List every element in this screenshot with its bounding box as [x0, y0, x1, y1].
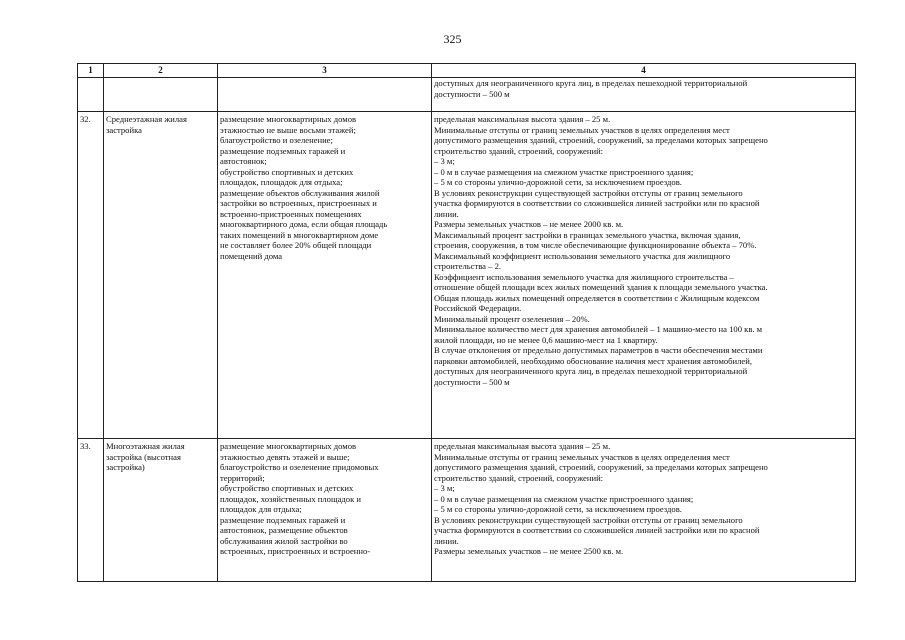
text-line: Многоэтажная жилая — [106, 441, 185, 451]
text-line: линии. — [434, 208, 459, 219]
text-line: встроенно-пристроенных помещениях — [220, 208, 362, 219]
land-use-name — [104, 439, 218, 582]
cont-col-1 — [78, 78, 104, 112]
text-line: доступных для неограниченного круга лиц, в пределах пешеходной территориальной — [434, 78, 748, 88]
text-line: – 5 м со стороны улично-дорожной сети, за исключением проездов. — [434, 504, 682, 514]
text-line: помещений дома — [220, 250, 283, 261]
text-line: многоквартирного дома, если общая площадь — [220, 219, 388, 229]
land-use-name — [104, 112, 218, 439]
text-line: Российской Федерации. — [434, 303, 522, 313]
text-line: благоустройство и озеленение придомовых — [220, 462, 379, 472]
text-line: предельная максимальная высота здания – 25 м. — [434, 114, 611, 124]
header-col-4: 4 — [432, 64, 856, 78]
text-line: Минимальный процент озеленения – 20%. — [434, 313, 590, 324]
text-line: Общая площадь жилых помещений определяется в соответствии с Жилищным кодексом — [434, 292, 760, 303]
text-line: площадок, хозяйственных площадок и — [220, 493, 361, 504]
text-line: автостоянок; — [220, 156, 267, 166]
text-line: Минимальное количество мест для хранения автомобилей – 1 машино-место на 100 кв. м — [434, 324, 763, 334]
text-line: жилой площади, но не менее 0,6 машино-мест на 1 квартиру. — [434, 334, 658, 345]
text-line: – 3 м; — [434, 483, 455, 493]
text-line: – 0 м в случае размещения на смежном участке пристроенного здания; — [434, 493, 694, 504]
cont-col-4 — [432, 78, 856, 112]
text-line: доступных для неограниченного круга лиц, в пределах пешеходной территориальной — [434, 366, 748, 376]
text-line: доступности – 500 м — [434, 88, 510, 99]
text-line: размещение многоквартирных домов — [220, 441, 357, 451]
text-line: площадок, площадок для отдыха; — [220, 177, 343, 187]
land-use-parameters — [432, 439, 856, 582]
text-line: участка формируются в соответствии со сложившейся линией застройки или по красной — [434, 198, 760, 208]
row-number: 32. — [78, 112, 104, 439]
text-line: размещение подземных гаражей и — [220, 514, 346, 525]
header-col-2: 2 — [104, 64, 218, 78]
text-line: В условиях реконструкции существующей застройки отступы от границ земельного — [434, 514, 743, 525]
text-line: – 5 м со стороны улично-дорожной сети, за исключением проездов. — [434, 177, 682, 187]
text-line: размещение подземных гаражей и — [220, 145, 346, 156]
text-line: отношение общей площади всех жилых помещений здания к площади земельного участка. — [434, 282, 768, 292]
text-line: Размеры земельных участков – не менее 2000 кв. м. — [434, 219, 624, 229]
text-line: строения, сооружения, в том числе обеспечивающие функционирование объекта – 70%. — [434, 240, 757, 250]
text-line: Минимальные отступы от границ земельных участков в целях определения мест — [434, 124, 730, 135]
text-line: размещение многоквартирных домов — [220, 114, 357, 124]
regulations-table — [77, 63, 856, 582]
header-col-3: 3 — [218, 64, 432, 78]
text-line: предельная максимальная высота здания – 25 м. — [434, 441, 611, 451]
text-line: доступности – 500 м — [434, 376, 510, 387]
land-use-parameters — [432, 112, 856, 439]
land-use-description — [218, 439, 432, 582]
text-line: обслуживания жилой застройки во — [220, 535, 348, 546]
text-line: участка формируются в соответствии со сложившейся линией застройки или по красной — [434, 525, 760, 535]
text-line: этажностью не выше восьми этажей; — [220, 124, 356, 135]
header-col-1: 1 — [78, 64, 104, 78]
text-line: В условиях реконструкции существующей застройки отступы от границ земельного — [434, 187, 743, 198]
cont-col-2 — [104, 78, 218, 112]
text-line: допустимого размещения зданий, строений, сооружений, за пределами которых запрещено — [434, 462, 768, 472]
text-line: территорий; — [220, 472, 265, 483]
text-line: этажностью девять этажей и выше; — [220, 451, 350, 462]
text-line: автостоянок, размещение объектов — [220, 525, 348, 535]
text-line: встроенных, пристроенных и встроенно- — [220, 546, 371, 556]
text-line: строительство зданий, строений, сооружений: — [434, 145, 604, 156]
text-line: – 3 м; — [434, 156, 455, 166]
row-number: 33. — [78, 439, 104, 582]
text-line: застройка — [106, 124, 142, 135]
text-line: – 0 м в случае размещения на смежном участке пристроенного здания; — [434, 166, 694, 177]
text-line: обустройство спортивных и детских — [220, 483, 354, 493]
table-row — [78, 112, 856, 439]
text-line: размещение объектов обслуживания жилой — [220, 187, 380, 198]
text-line: Среднеэтажная жилая — [106, 114, 187, 124]
text-line: Минимальные отступы от границ земельных участков в целях определения мест — [434, 451, 730, 462]
text-line: не составляет более 20% общей площади — [220, 240, 372, 250]
text-line: таких помещений в многоквартирном доме — [220, 229, 379, 240]
cont-col-3 — [218, 78, 432, 112]
text-line: Максимальный коэффициент использования земельного участка для жилищного — [434, 250, 731, 261]
text-line: Коэффициент использования земельного участка для жилищного строительства – — [434, 271, 734, 282]
text-line: строительство зданий, строений, сооружений: — [434, 472, 604, 483]
text-line: обустройство спортивных и детских — [220, 166, 354, 177]
land-use-description — [218, 112, 432, 439]
text-line: застройки во встроенных, пристроенных и — [220, 198, 377, 208]
text-line: благоустройство и озеленение; — [220, 135, 333, 145]
text-line: линии. — [434, 535, 459, 546]
text-line: В случае отклонения от предельно допустимых параметров в части обеспечения местами — [434, 345, 763, 355]
text-line: Размеры земельных участков – не менее 2500 кв. м. — [434, 546, 624, 556]
text-line: допустимого размещения зданий, строений, сооружений, за пределами которых запрещено — [434, 135, 768, 145]
text-line: строительства – 2. — [434, 261, 502, 271]
continuation-row — [78, 78, 856, 112]
text-line: парковки автомобилей, необходимо обоснование наличия мест хранения автомобилей, — [434, 355, 752, 366]
text-line: застройка (высотная — [106, 451, 181, 462]
text-line: застройка) — [106, 462, 145, 472]
header-row — [78, 64, 856, 78]
text-line: площадок для отдыха; — [220, 504, 302, 514]
text-line: Максимальный процент застройки в границах земельного участка, включая здания, — [434, 229, 741, 240]
page-number: 325 — [443, 32, 462, 46]
table-row — [78, 439, 856, 582]
